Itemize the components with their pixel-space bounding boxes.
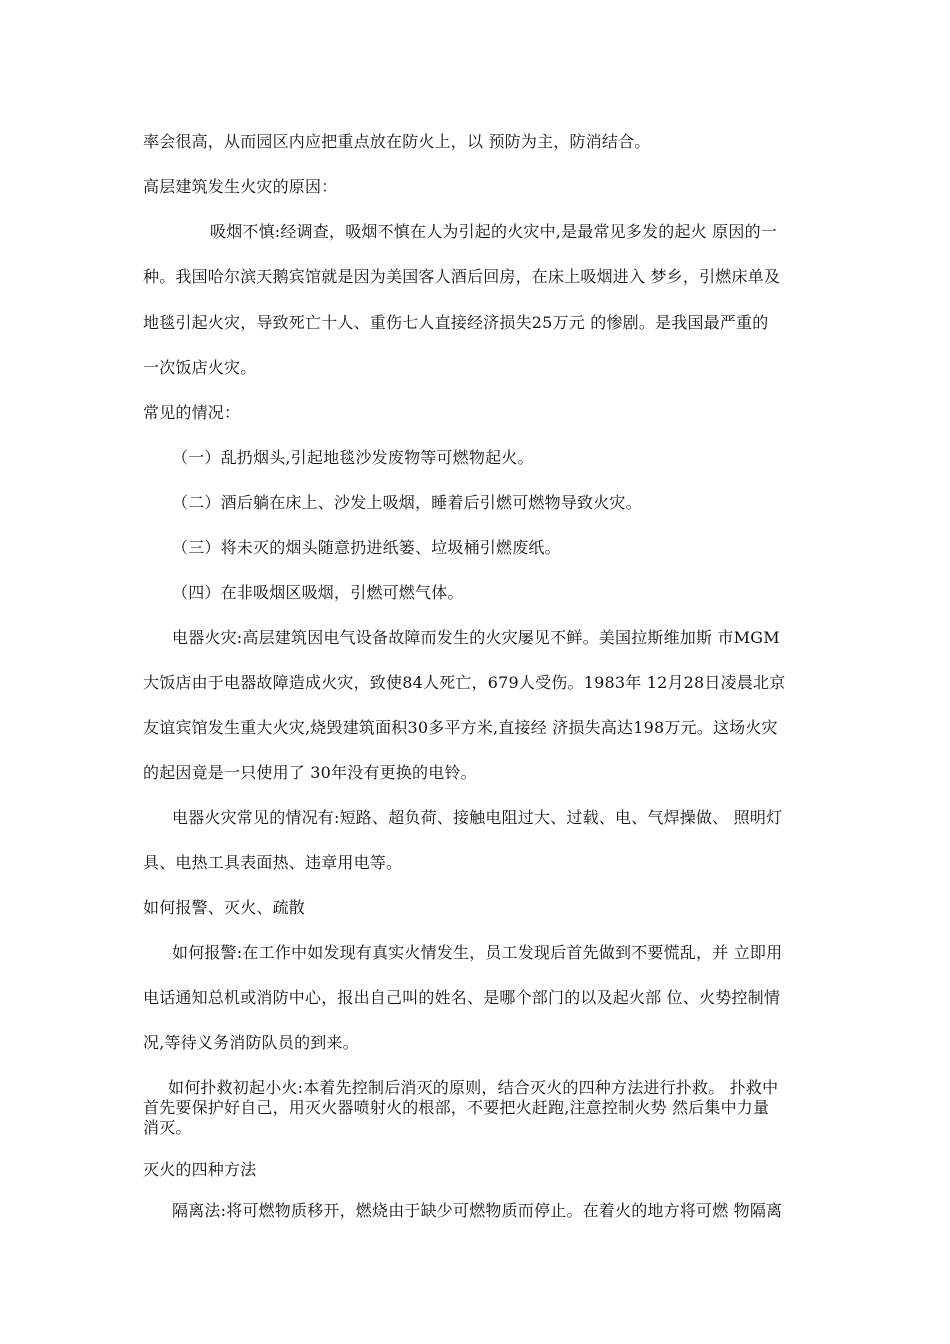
paragraph-line: 吸烟不慎:经调查，吸烟不慎在人为引起的火灾中,是最常见多发的起火 原因的一 (210, 222, 777, 241)
paragraph-line: 消灭。 (143, 1118, 192, 1137)
paragraph-line: 电器火灾常见的情况有:短路、超负荷、接触电阻过大、过载、电、气焊操做、 照明灯 (172, 808, 783, 827)
paragraph-line: 友谊宾馆发生重大火灾,烧毁建筑面积30多平方米,直接经 济损失高达198万元。这场火灾 (143, 718, 778, 737)
list-item: （二）酒后躺在床上、沙发上吸烟，睡着后引燃可燃物导致火灾。 (172, 493, 642, 512)
list-item: （三）将未灭的烟头随意扔进纸篓、垃圾桶引燃废纸。 (172, 538, 561, 557)
text-line: 率会很高，从而园区内应把重点放在防火上，以 预防为主，防消结合。 (143, 132, 651, 151)
section-heading: 高层建筑发生火灾的原因： (143, 177, 338, 196)
paragraph-line: 如何报警:在工作中如发现有真实火情发生，员工发现后首先做到不要慌乱，并 立即用 (172, 943, 783, 962)
paragraph-line: 如何扑救初起小火:本着先控制后消灭的原则，结合灭火的四种方法进行扑救。 扑救中 (168, 1078, 779, 1097)
paragraph-line: 一次饭店火灾。 (143, 358, 257, 377)
list-item: （一）乱扔烟头,引起地毯沙发废物等可燃物起火。 (172, 448, 534, 467)
paragraph-line: 况,等待义务消防队员的到来。 (143, 1033, 359, 1052)
paragraph-line: 电话通知总机或消防中心，报出自己叫的姓名、是哪个部门的以及起火部 位、火势控制情 (143, 988, 781, 1007)
paragraph-line: 隔离法:将可燃物质移开，燃烧由于缺少可燃物质而停止。在着火的地方将可燃 物隔离 (172, 1201, 783, 1220)
list-item: （四）在非吸烟区吸烟，引燃可燃气体。 (172, 583, 464, 602)
section-heading: 常见的情况： (143, 403, 241, 422)
paragraph-line: 具、电热工具表面热、违章用电等。 (143, 853, 403, 872)
paragraph-line: 首先要保护好自己，用灭火器喷射火的根部，不要把火赶跑,注意控制火势 然后集中力量 (143, 1098, 770, 1117)
paragraph-line: 地毯引起火灾，导致死亡十人、重伤七人直接经济损失25万元 的惨剧。是我国最严重的 (143, 313, 769, 332)
paragraph-line: 种。我国哈尔滨天鹅宾馆就是因为美国客人酒后回房，在床上吸烟进入 梦乡，引燃床单及 (143, 267, 781, 286)
section-heading: 如何报警、灭火、疏散 (143, 898, 306, 917)
paragraph-line: 的起因竟是一只使用了 30年没有更换的电铃。 (143, 763, 477, 782)
section-heading: 灭火的四种方法 (143, 1160, 257, 1179)
paragraph-line: 大饭店由于电器故障造成火灾，致使84人死亡，679人受伤。1983年 12月28日凌晨北京 (143, 673, 786, 692)
paragraph-line: 电器火灾:高层建筑因电气设备故障而发生的火灾屡见不鲜。美国拉斯维加斯 市MGM (172, 628, 780, 647)
